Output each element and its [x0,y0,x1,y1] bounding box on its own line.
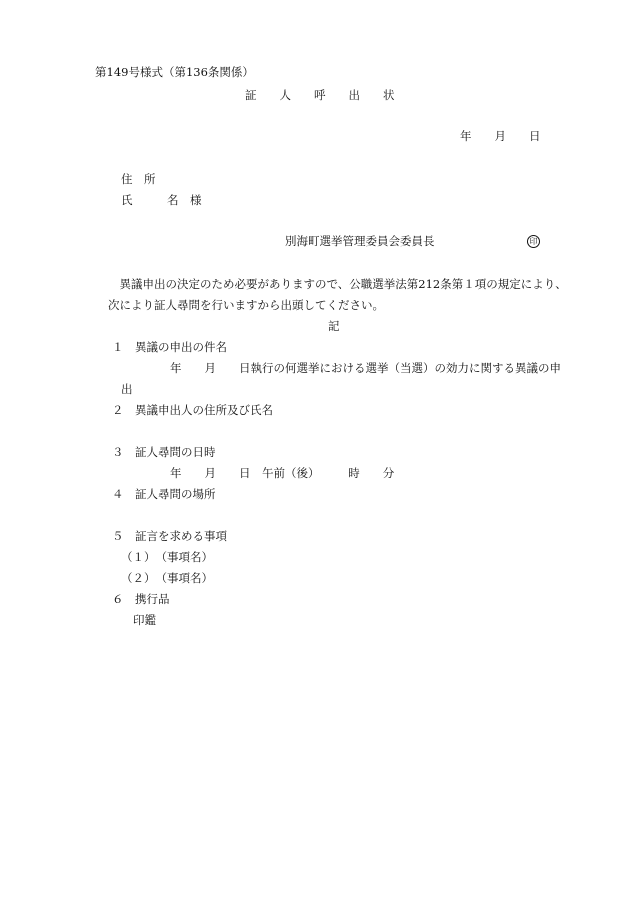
ki-heading: 記 [328,319,340,333]
item-5-title: ５ 証言を求める事項 [112,529,227,543]
issuer: 別海町選挙管理委員会委員長 [285,234,435,248]
seal-mark: 印 [527,235,540,248]
body-text-line-1: 異議申出の決定のため必要がありますので、公職選挙法第212条第１項の規定により、 [108,277,567,291]
document-title: 証 人 呼 出 状 [245,88,395,102]
item-1-detail: 年 月 日執行の何選挙における選挙（当選）の効力に関する異議の申 [170,361,561,375]
item-5-sub-1: （１） （事項名） [121,550,213,564]
date-line: 年 月 日 [460,129,541,143]
name-label: 氏 名 様 [121,193,202,207]
form-number: 第149号様式（第136条関係） [95,65,254,79]
item-4-title: ４ 証人尋問の場所 [112,487,216,501]
item-1-detail-cont: 出 [121,382,133,396]
item-6-title: ６ 携行品 [112,592,170,606]
address-label: 住 所 [121,172,156,186]
body-text-line-2: 次により証人尋問を行いますから出頭してください。 [108,298,384,312]
item-2-title: ２ 異議申出人の住所及び氏名 [112,403,273,417]
item-3-detail: 年 月 日 午前（後） 時 分 [170,466,395,480]
item-5-sub-2: （２） （事項名） [121,571,213,585]
item-3-title: ３ 証人尋問の日時 [112,445,216,459]
item-1-title: １ 異議の申出の件名 [112,340,227,354]
item-6-detail: 印鑑 [133,613,156,627]
